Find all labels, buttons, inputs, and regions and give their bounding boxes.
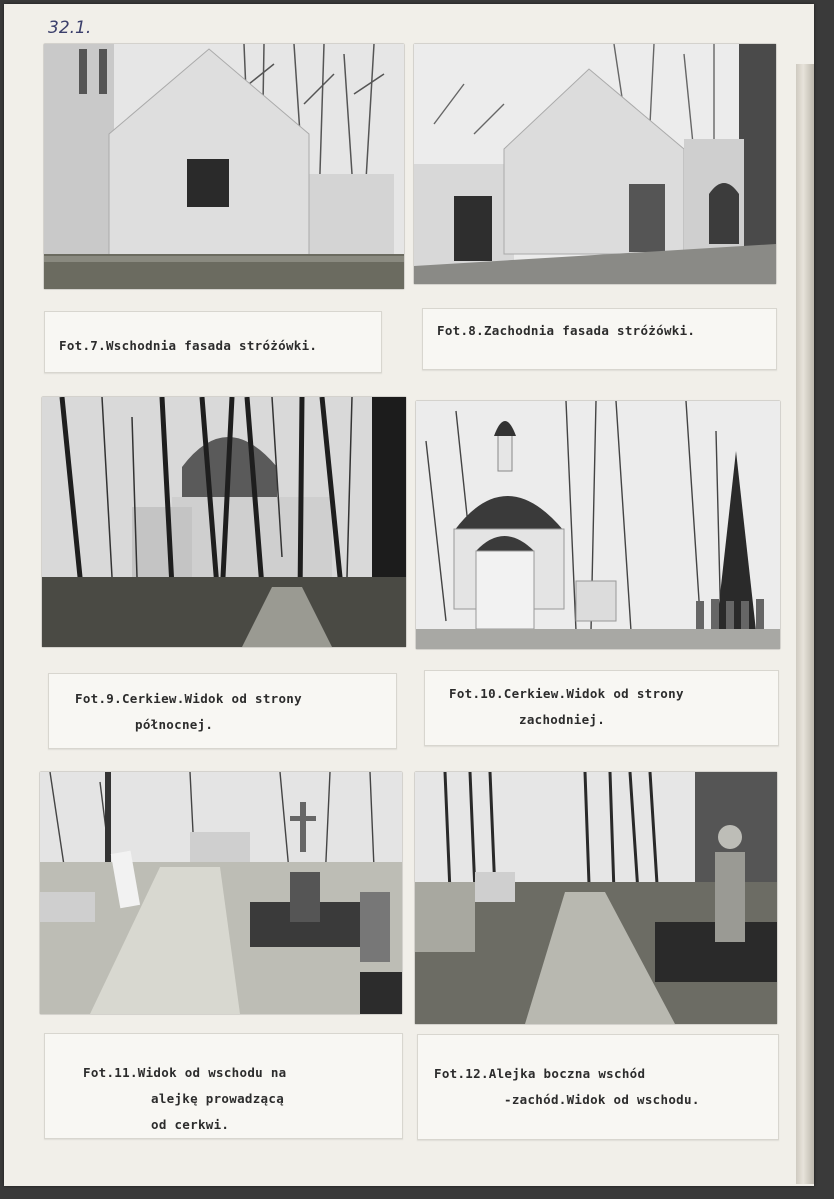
caption-7-line-1: Fot.7.Wschodnia fasada stróżówki. — [59, 338, 318, 353]
caption-8 — [422, 308, 777, 370]
photo-11 — [40, 772, 402, 1014]
caption-9 — [48, 673, 397, 749]
caption-11-line-2: alejkę prowadzącą — [151, 1091, 285, 1106]
caption-11-line-3: od cerkwi. — [151, 1117, 230, 1132]
photo-12 — [415, 772, 777, 1024]
caption-10 — [424, 670, 779, 746]
caption-10-line-2: zachodniej. — [519, 712, 606, 727]
caption-12-line-2: -zachód.Widok od wschodu. — [504, 1092, 700, 1107]
caption-11 — [44, 1033, 403, 1139]
caption-8-line-1: Fot.8.Zachodnia fasada stróżówki. — [437, 323, 696, 338]
photo-7 — [44, 44, 404, 289]
photo-9 — [42, 397, 406, 647]
photo-8 — [414, 44, 776, 284]
page-number: 32.1. — [48, 18, 92, 38]
caption-7 — [44, 311, 382, 373]
caption-12 — [417, 1034, 779, 1140]
caption-10-line-1: Fot.10.Cerkiew.Widok od strony — [449, 686, 684, 701]
caption-9-line-2: północnej. — [135, 717, 214, 732]
caption-12-line-1: Fot.12.Alejka boczna wschód — [434, 1066, 646, 1081]
photo-10 — [416, 401, 780, 649]
caption-9-line-1: Fot.9.Cerkiew.Widok od strony — [75, 691, 302, 706]
caption-11-line-1: Fot.11.Widok od wschodu na — [83, 1065, 287, 1080]
album-page — [4, 4, 814, 1186]
page-edge — [796, 64, 814, 1184]
